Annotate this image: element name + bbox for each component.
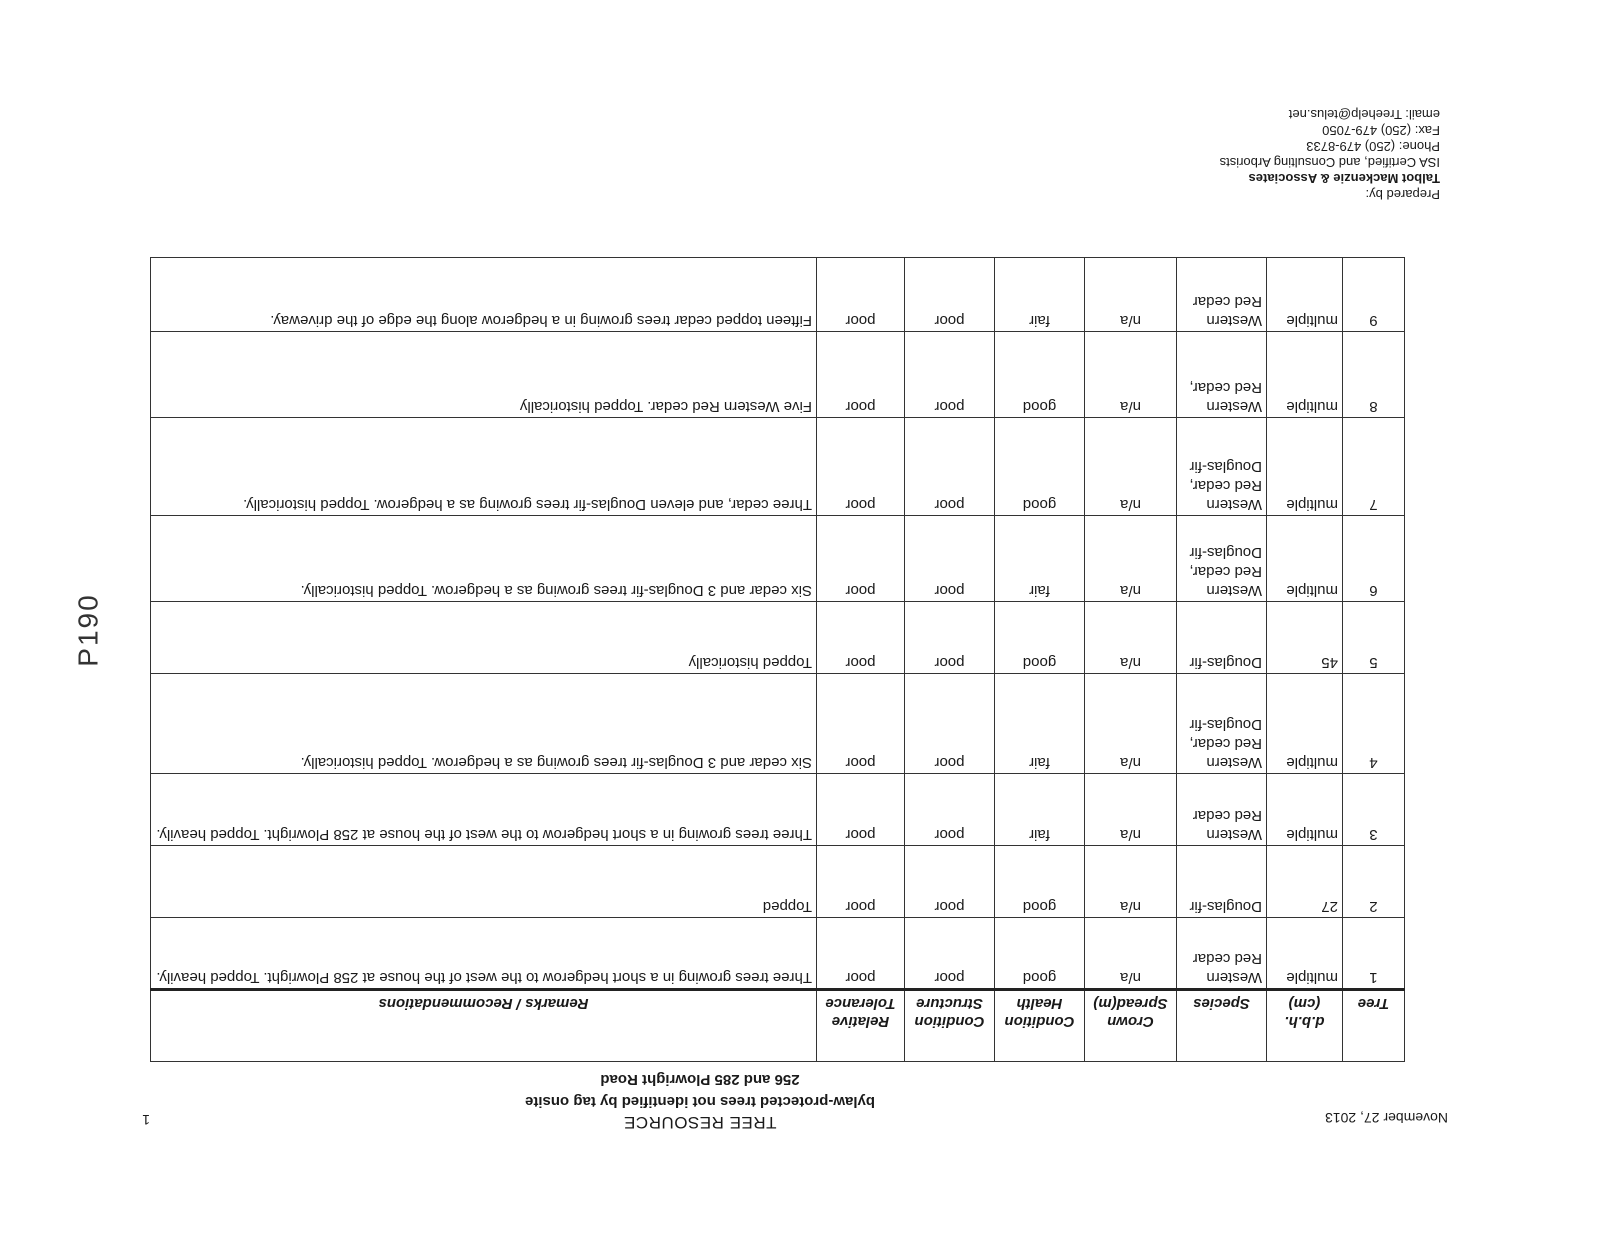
cell-species: Western Red cedar xyxy=(1177,258,1267,332)
cell-species: Western Red cedar xyxy=(1177,774,1267,846)
cell-structure: poor xyxy=(905,918,995,990)
cell-species: Western Red cedar xyxy=(1177,918,1267,990)
cell-health: fair xyxy=(995,674,1085,774)
table-row xyxy=(151,846,1405,918)
cell-remarks: Three trees growing in a short hedgerow to the west of the house at 258 Plowright. Topped heavily. xyxy=(151,918,817,990)
col-header-dbh: d.b.h. (cm) xyxy=(1267,990,1343,1062)
firm-fax: Fax: (250) 479-7050 xyxy=(1322,123,1440,138)
cell-species: Western Red cedar, xyxy=(1177,332,1267,418)
cell-remarks: Five Western Red cedar. Topped historically xyxy=(151,332,817,418)
firm-name: Talbot Mackenzie & Associates xyxy=(1248,171,1440,186)
cell-remarks: Six cedar and 3 Douglas-fir trees growing as a hedgerow. Topped historically. xyxy=(151,516,817,602)
cell-dbh: multiple xyxy=(1267,516,1343,602)
col-header-condition-structure: Condition Structure xyxy=(905,990,995,1062)
table-row xyxy=(151,602,1405,674)
cell-remarks: Topped xyxy=(151,846,817,918)
page-number: 1 xyxy=(142,1112,150,1128)
table-row xyxy=(151,418,1405,516)
page-stamp: P190 xyxy=(72,593,104,667)
cell-species: Western Red cedar, Douglas-fir xyxy=(1177,516,1267,602)
cell-species: Douglas-fir xyxy=(1177,602,1267,674)
cell-dbh: multiple xyxy=(1267,332,1343,418)
cell-structure: poor xyxy=(905,258,995,332)
table-row xyxy=(151,674,1405,774)
cell-tolerance: poor xyxy=(817,418,905,516)
cell-remarks: Three trees growing in a short hedgerow to the west of the house at 258 Plowright. Topped heavily. xyxy=(151,774,817,846)
cell-crown: n/a xyxy=(1085,846,1177,918)
table-row xyxy=(151,918,1405,990)
cell-tolerance: poor xyxy=(817,516,905,602)
cell-remarks: Topped historically xyxy=(151,602,817,674)
cell-tolerance: poor xyxy=(817,674,905,774)
cell-health: good xyxy=(995,418,1085,516)
cell-health: fair xyxy=(995,774,1085,846)
cell-dbh: multiple xyxy=(1267,918,1343,990)
cell-dbh: multiple xyxy=(1267,674,1343,774)
cell-tolerance: poor xyxy=(817,602,905,674)
cell-tree: 3 xyxy=(1343,774,1405,846)
cell-tree: 2 xyxy=(1343,846,1405,918)
cell-dbh: 45 xyxy=(1267,602,1343,674)
cell-tolerance: poor xyxy=(817,258,905,332)
cell-species: Western Red cedar, Douglas-fir xyxy=(1177,418,1267,516)
prepared-by-block xyxy=(1220,106,1440,202)
table-row xyxy=(151,258,1405,332)
cell-dbh: multiple xyxy=(1267,774,1343,846)
site-address: 256 and 285 Plowright Road xyxy=(600,1071,800,1088)
col-header-condition-health: Condition Health xyxy=(995,990,1085,1062)
cell-crown: n/a xyxy=(1085,602,1177,674)
cell-tree: 9 xyxy=(1343,258,1405,332)
cell-health: fair xyxy=(995,258,1085,332)
cell-species: Douglas-fir xyxy=(1177,846,1267,918)
cell-crown: n/a xyxy=(1085,332,1177,418)
table-header-row xyxy=(151,990,1405,1062)
cell-remarks: Fifteen topped cedar trees growing in a hedgerow along the edge of the driveway. xyxy=(151,258,817,332)
tree-resource-table xyxy=(150,257,1405,1062)
cell-structure: poor xyxy=(905,674,995,774)
cell-tolerance: poor xyxy=(817,918,905,990)
document-subtitle: bylaw-protected trees not identified by tag onsite xyxy=(524,1093,876,1110)
col-header-crown-spread: Crown Spread(m) xyxy=(1085,990,1177,1062)
cell-tolerance: poor xyxy=(817,774,905,846)
cell-crown: n/a xyxy=(1085,918,1177,990)
cell-tolerance: poor xyxy=(817,332,905,418)
cell-structure: poor xyxy=(905,418,995,516)
cell-crown: n/a xyxy=(1085,674,1177,774)
firm-phone: Phone: (250) 479-8733 xyxy=(1306,139,1440,154)
cell-tree: 5 xyxy=(1343,602,1405,674)
cell-tree: 8 xyxy=(1343,332,1405,418)
cell-health: good xyxy=(995,918,1085,990)
table-row xyxy=(151,332,1405,418)
cell-species: Western Red cedar, Douglas-fir xyxy=(1177,674,1267,774)
report-date: November 27, 2013 xyxy=(1325,1110,1448,1126)
cell-structure: poor xyxy=(905,516,995,602)
cell-dbh: 27 xyxy=(1267,846,1343,918)
col-header-relative-tolerance: Relative Tolerance xyxy=(817,990,905,1062)
cell-dbh: multiple xyxy=(1267,258,1343,332)
cell-crown: n/a xyxy=(1085,258,1177,332)
document-title: TREE RESOURCE xyxy=(623,1113,777,1132)
cell-tree: 6 xyxy=(1343,516,1405,602)
col-header-tree: Tree xyxy=(1343,990,1405,1062)
table-row xyxy=(151,516,1405,602)
cell-crown: n/a xyxy=(1085,774,1177,846)
cell-remarks: Three cedar, and eleven Douglas-fir trees growing as a hedgerow. Topped historically. xyxy=(151,418,817,516)
cell-health: good xyxy=(995,846,1085,918)
cell-tree: 1 xyxy=(1343,918,1405,990)
cell-health: fair xyxy=(995,516,1085,602)
cell-structure: poor xyxy=(905,846,995,918)
cell-tree: 7 xyxy=(1343,418,1405,516)
cell-crown: n/a xyxy=(1085,418,1177,516)
cell-health: good xyxy=(995,602,1085,674)
cell-tolerance: poor xyxy=(817,846,905,918)
prepared-by-label: Prepared by: xyxy=(1365,187,1440,202)
col-header-species: Species xyxy=(1177,990,1267,1062)
firm-credentials: ISA Certified, and Consulting Arborists xyxy=(1219,155,1440,170)
cell-structure: poor xyxy=(905,332,995,418)
cell-crown: n/a xyxy=(1085,516,1177,602)
cell-structure: poor xyxy=(905,774,995,846)
cell-structure: poor xyxy=(905,602,995,674)
cell-health: good xyxy=(995,332,1085,418)
col-header-remarks: Remarks / Recommendations xyxy=(151,990,817,1062)
cell-dbh: multiple xyxy=(1267,418,1343,516)
table-row xyxy=(151,774,1405,846)
cell-remarks: Six cedar and 3 Douglas-fir trees growing as a hedgerow. Topped historically. xyxy=(151,674,817,774)
firm-email: email: Treehelp@telus.net xyxy=(1288,107,1440,122)
cell-tree: 4 xyxy=(1343,674,1405,774)
